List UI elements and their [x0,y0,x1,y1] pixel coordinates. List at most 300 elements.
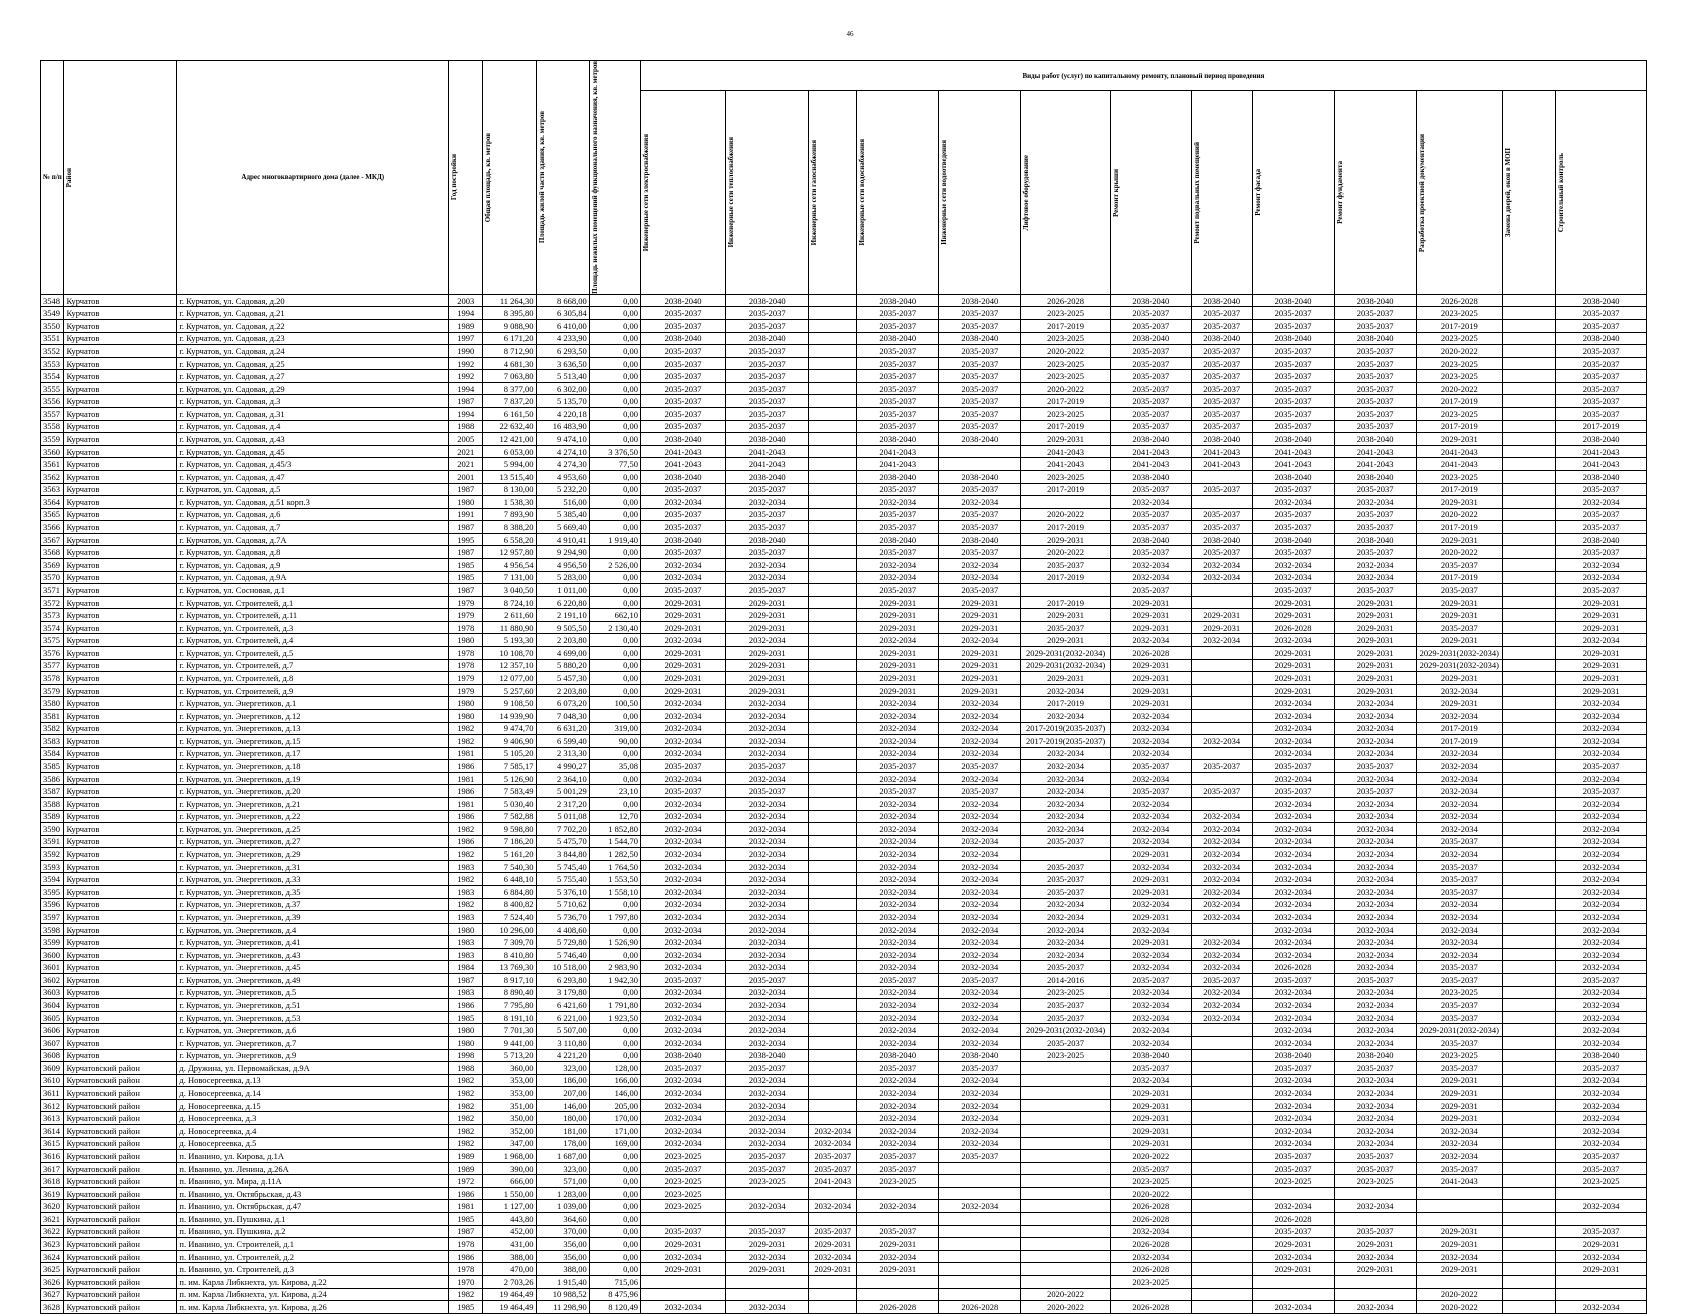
cell-work-4: 2038-2040 [939,294,1021,307]
cell-work-3: 2032-2034 [857,898,939,911]
cell-work-6: 2035-2037 [1110,408,1191,421]
cell-work-8: 2035-2037 [1252,408,1334,421]
cell-district: Курчатовский район [64,1062,177,1075]
cell-work-5: 2017-2019 [1021,420,1111,433]
cell-living-area: 4 274,10 [536,445,589,458]
cell-work-9: 2035-2037 [1334,974,1416,987]
table-row [41,848,1647,861]
cell-work-11 [1502,621,1555,634]
cell-work-6: 2029-2031 [1110,1137,1191,1150]
cell-nonres-area: 0,00 [589,672,640,685]
cell-work-4: 2035-2037 [939,357,1021,370]
table-row [41,1062,1647,1075]
table-row [41,357,1647,370]
cell-work-10: 2032-2034 [1416,785,1502,798]
cell-work-6: 2029-2031 [1110,684,1191,697]
cell-nonres-area: 0,00 [589,571,640,584]
cell-work-3: 2032-2034 [857,911,939,924]
cell-address: г. Курчатов, ул. Энергетиков, д.12 [177,709,449,722]
cell-work-7: 2035-2037 [1191,320,1252,333]
cell-work-1: 2035-2037 [726,382,809,395]
cell-year: 1985 [449,571,483,584]
cell-work-4: 2035-2037 [939,1062,1021,1075]
cell-work-4: 2032-2034 [939,1099,1021,1112]
cell-work-2: 2032-2034 [809,1137,857,1150]
cell-work-12: 2032-2034 [1556,823,1647,836]
cell-work-8: 2032-2034 [1252,1125,1334,1138]
cell-work-4: 2032-2034 [939,772,1021,785]
cell-living-area: 323,00 [536,1062,589,1075]
cell-work-11 [1502,785,1555,798]
table-row [41,1150,1647,1163]
cell-work-3: 2029-2031 [857,1238,939,1251]
table-row [41,1125,1647,1138]
cell-work-3: 2038-2040 [857,294,939,307]
cell-work-12: 2038-2040 [1556,533,1647,546]
cell-num: 3613 [41,1112,64,1125]
cell-work-4: 2032-2034 [939,848,1021,861]
cell-work-0: 2035-2037 [640,974,725,987]
cell-work-8: 2035-2037 [1252,345,1334,358]
cell-work-5 [1021,1213,1111,1226]
cell-total-area: 12 957,80 [483,546,536,559]
cell-work-5 [1021,1225,1111,1238]
cell-work-0: 2035-2037 [640,382,725,395]
table-row [41,697,1647,710]
cell-work-2 [809,886,857,899]
cell-work-2 [809,320,857,333]
cell-work-12: 2038-2040 [1556,433,1647,446]
cell-work-8: 2032-2034 [1252,848,1334,861]
cell-work-3: 2035-2037 [857,521,939,534]
cell-num: 3562 [41,470,64,483]
table-row [41,1074,1647,1087]
cell-work-5 [1021,1137,1111,1150]
cell-work-4 [939,458,1021,471]
table-row [41,1011,1647,1024]
cell-work-2 [809,873,857,886]
cell-work-12: 2035-2037 [1556,483,1647,496]
cell-work-12: 2035-2037 [1556,357,1647,370]
cell-work-4 [939,1213,1021,1226]
cell-nonres-area: 171,00 [589,1125,640,1138]
cell-work-9: 2032-2034 [1334,886,1416,899]
cell-total-area: 10 108,70 [483,647,536,660]
cell-work-11 [1502,332,1555,345]
cell-living-area: 6 073,20 [536,697,589,710]
cell-work-9: 2032-2034 [1334,747,1416,760]
cell-work-2 [809,697,857,710]
col-header-work-9: Ремонт фундамента [1334,91,1416,294]
cell-year: 1983 [449,886,483,899]
cell-work-5: 2035-2037 [1021,835,1111,848]
cell-work-8: 2029-2031 [1252,1263,1334,1276]
cell-num: 3559 [41,433,64,446]
cell-address: г. Курчатов, ул. Садовая, д.24 [177,345,449,358]
cell-work-5 [1021,1187,1111,1200]
cell-work-11 [1502,1162,1555,1175]
table-row [41,898,1647,911]
cell-num: 3572 [41,596,64,609]
cell-work-4: 2035-2037 [939,370,1021,383]
cell-work-0: 2035-2037 [640,357,725,370]
cell-work-0: 2023-2025 [640,1187,725,1200]
cell-living-area: 6 305,84 [536,307,589,320]
cell-total-area: 7 524,40 [483,911,536,924]
cell-work-10: 2032-2034 [1416,1137,1502,1150]
cell-work-4: 2029-2031 [939,609,1021,622]
cell-work-5: 2023-2025 [1021,332,1111,345]
cell-work-8: 2038-2040 [1252,470,1334,483]
cell-work-8: 2041-2043 [1252,458,1334,471]
cell-work-6: 2032-2034 [1110,923,1191,936]
cell-num: 3577 [41,659,64,672]
cell-work-6: 2032-2034 [1110,1225,1191,1238]
cell-total-area: 388,00 [483,1250,536,1263]
cell-work-12: 2032-2034 [1556,986,1647,999]
cell-work-8: 2032-2034 [1252,835,1334,848]
cell-work-3: 2038-2040 [857,533,939,546]
cell-num: 3575 [41,634,64,647]
cell-living-area: 5 011,08 [536,810,589,823]
cell-work-9: 2032-2034 [1334,1250,1416,1263]
cell-living-area: 3 179,80 [536,986,589,999]
cell-living-area: 5 745,40 [536,860,589,873]
cell-work-0: 2032-2034 [640,1087,725,1100]
cell-district: Курчатов [64,496,177,509]
cell-work-4: 2032-2034 [939,1112,1021,1125]
cell-work-11 [1502,1087,1555,1100]
cell-district: Курчатовский район [64,1175,177,1188]
cell-work-7 [1191,1263,1252,1276]
cell-year: 1985 [449,1213,483,1226]
cell-address: г. Курчатов, ул. Энергетиков, д.43 [177,948,449,961]
cell-work-7: 2038-2040 [1191,294,1252,307]
cell-district: Курчатов [64,823,177,836]
cell-address: г. Курчатов, ул. Энергетиков, д.33 [177,873,449,886]
cell-work-11 [1502,735,1555,748]
cell-work-11 [1502,294,1555,307]
cell-work-6: 2029-2031 [1110,609,1191,622]
cell-work-11 [1502,873,1555,886]
cell-work-3: 2032-2034 [857,1036,939,1049]
cell-work-7: 2032-2034 [1191,848,1252,861]
cell-district: Курчатов [64,999,177,1012]
cell-num: 3625 [41,1263,64,1276]
cell-num: 3618 [41,1175,64,1188]
cell-work-0: 2029-2031 [640,684,725,697]
cell-living-area: 1 039,00 [536,1200,589,1213]
cell-work-8: 2029-2031 [1252,684,1334,697]
cell-work-1: 2032-2034 [726,948,809,961]
cell-nonres-area: 0,00 [589,1238,640,1251]
cell-total-area: 3 040,50 [483,584,536,597]
cell-work-7: 2032-2034 [1191,735,1252,748]
cell-work-7: 2035-2037 [1191,370,1252,383]
cell-nonres-area: 0,00 [589,1250,640,1263]
cell-work-11 [1502,1150,1555,1163]
cell-address: г. Курчатов, ул. Садовая, д.20 [177,294,449,307]
cell-work-3: 2035-2037 [857,508,939,521]
cell-total-area: 352,00 [483,1125,536,1138]
cell-work-3: 2032-2034 [857,1125,939,1138]
cell-nonres-area: 0,00 [589,408,640,421]
cell-work-5: 2032-2034 [1021,823,1111,836]
cell-address: д. Новосергеевка, д.3 [177,1112,449,1125]
cell-work-0: 2035-2037 [640,508,725,521]
cell-work-11 [1502,986,1555,999]
cell-nonres-area: 0,00 [589,1200,640,1213]
cell-year: 1979 [449,672,483,685]
cell-work-9: 2032-2034 [1334,823,1416,836]
cell-work-9: 2032-2034 [1334,735,1416,748]
cell-nonres-area: 0,00 [589,546,640,559]
cell-work-3: 2029-2031 [857,609,939,622]
cell-work-3: 2035-2037 [857,420,939,433]
cell-num: 3601 [41,961,64,974]
cell-year: 1986 [449,999,483,1012]
cell-work-1: 2032-2034 [726,835,809,848]
cell-work-8: 2035-2037 [1252,584,1334,597]
cell-work-3: 2035-2037 [857,1062,939,1075]
cell-work-5 [1021,1112,1111,1125]
cell-living-area: 6 631,20 [536,722,589,735]
cell-work-2 [809,634,857,647]
cell-work-1: 2029-2031 [726,1238,809,1251]
cell-work-12: 2032-2034 [1556,848,1647,861]
cell-year: 1982 [449,1288,483,1301]
cell-year: 1983 [449,860,483,873]
cell-work-6: 2032-2034 [1110,810,1191,823]
cell-work-3: 2032-2034 [857,1074,939,1087]
cell-district: Курчатовский район [64,1200,177,1213]
cell-district: Курчатов [64,1036,177,1049]
cell-year: 1990 [449,345,483,358]
table-row [41,923,1647,936]
cell-num: 3619 [41,1187,64,1200]
cell-total-area: 9 406,90 [483,735,536,748]
cell-living-area: 4 953,60 [536,470,589,483]
cell-address: д. Новосергеевка, д.13 [177,1074,449,1087]
cell-work-4 [939,1263,1021,1276]
page-number: 46 [846,30,854,38]
cell-work-11 [1502,1250,1555,1263]
cell-work-0: 2032-2034 [640,823,725,836]
cell-work-4: 2032-2034 [939,1200,1021,1213]
cell-total-area: 7 131,00 [483,571,536,584]
cell-district: Курчатовский район [64,1112,177,1125]
cell-total-area: 9 108,50 [483,697,536,710]
cell-work-6: 2035-2037 [1110,584,1191,597]
cell-nonres-area: 0,00 [589,923,640,936]
cell-work-0: 2032-2034 [640,835,725,848]
table-row [41,458,1647,471]
table-row [41,584,1647,597]
cell-work-9: 2032-2034 [1334,1087,1416,1100]
cell-work-2 [809,1213,857,1226]
cell-work-1: 2032-2034 [726,697,809,710]
cell-work-1: 2029-2031 [726,621,809,634]
cell-work-8: 2032-2034 [1252,936,1334,949]
cell-living-area: 356,00 [536,1250,589,1263]
cell-work-1: 2032-2034 [726,911,809,924]
cell-work-2: 2032-2034 [809,1250,857,1263]
cell-work-5: 2029-2031(2032-2034) [1021,1024,1111,1037]
cell-work-8: 2029-2031 [1252,672,1334,685]
cell-year: 1980 [449,709,483,722]
cell-work-3: 2035-2037 [857,1162,939,1175]
cell-work-7 [1191,1225,1252,1238]
capital-repair-table [40,60,1647,1314]
cell-address: г. Курчатов, ул. Садовая, д.9 [177,558,449,571]
cell-work-7: 2032-2034 [1191,634,1252,647]
cell-work-6: 2029-2031 [1110,621,1191,634]
cell-num: 3622 [41,1225,64,1238]
cell-work-12: 2032-2034 [1556,1087,1647,1100]
cell-work-12: 2032-2034 [1556,898,1647,911]
cell-work-0: 2038-2040 [640,533,725,546]
cell-nonres-area: 166,00 [589,1074,640,1087]
cell-work-6: 2032-2034 [1110,835,1191,848]
cell-work-11 [1502,445,1555,458]
cell-work-2 [809,458,857,471]
cell-address: д. Дружина, ул. Первомайская, д.9А [177,1062,449,1075]
cell-work-2: 2035-2037 [809,1162,857,1175]
cell-year: 1991 [449,508,483,521]
cell-nonres-area: 0,00 [589,294,640,307]
cell-num: 3585 [41,760,64,773]
cell-work-5: 2020-2022 [1021,1288,1111,1301]
cell-work-0: 2038-2040 [640,332,725,345]
cell-nonres-area: 90,00 [589,735,640,748]
cell-work-5: 2032-2034 [1021,948,1111,961]
cell-address: г. Курчатов, ул. Садовая, д.25 [177,357,449,370]
cell-nonres-area: 205,00 [589,1099,640,1112]
cell-work-11 [1502,647,1555,660]
cell-total-area: 443,80 [483,1213,536,1226]
cell-district: Курчатов [64,370,177,383]
cell-work-7: 2035-2037 [1191,508,1252,521]
cell-year: 1987 [449,521,483,534]
cell-living-area: 8 668,00 [536,294,589,307]
cell-total-area: 470,00 [483,1263,536,1276]
cell-work-10: 2017-2019 [1416,483,1502,496]
cell-work-5: 2023-2025 [1021,986,1111,999]
cell-living-area: 6 220,80 [536,596,589,609]
cell-work-10: 2023-2025 [1416,332,1502,345]
cell-address: г. Курчатов, ул. Энергетиков, д.35 [177,886,449,899]
cell-address: п. Иванино, ул. Октябрьская, д.43 [177,1187,449,1200]
cell-work-11 [1502,609,1555,622]
cell-work-3: 2035-2037 [857,408,939,421]
cell-work-11 [1502,1062,1555,1075]
cell-work-12: 2032-2034 [1556,886,1647,899]
cell-work-5: 2017-2019 [1021,320,1111,333]
cell-work-8: 2032-2034 [1252,709,1334,722]
cell-work-7: 2032-2034 [1191,571,1252,584]
cell-work-2 [809,961,857,974]
cell-work-7 [1191,584,1252,597]
cell-work-7: 2032-2034 [1191,936,1252,949]
cell-work-4: 2029-2031 [939,672,1021,685]
cell-work-8: 2032-2034 [1252,722,1334,735]
cell-work-4: 2035-2037 [939,420,1021,433]
cell-address: г. Курчатов, ул. Садовая, д.43 [177,433,449,446]
cell-work-10 [1416,1275,1502,1288]
cell-work-9: 2032-2034 [1334,1301,1416,1314]
cell-work-0: 2038-2040 [640,433,725,446]
cell-work-3: 2035-2037 [857,483,939,496]
cell-nonres-area: 0,00 [589,596,640,609]
table-row [41,886,1647,899]
table-row [41,332,1647,345]
cell-work-2 [809,1187,857,1200]
cell-year: 1982 [449,1087,483,1100]
cell-work-4: 2032-2034 [939,722,1021,735]
cell-work-3: 2032-2034 [857,1099,939,1112]
cell-work-7 [1191,1301,1252,1314]
cell-work-12: 2017-2019 [1556,420,1647,433]
cell-address: п. Иванино, ул. Ленина, д.26А [177,1162,449,1175]
cell-work-1: 2032-2034 [726,1099,809,1112]
cell-work-5: 2032-2034 [1021,936,1111,949]
cell-work-1: 2032-2034 [726,1137,809,1150]
cell-year: 1982 [449,1125,483,1138]
cell-work-0: 2038-2040 [640,1049,725,1062]
cell-district: Курчатов [64,760,177,773]
cell-work-12: 2038-2040 [1556,294,1647,307]
cell-work-10: 2017-2019 [1416,320,1502,333]
cell-num: 3605 [41,1011,64,1024]
cell-living-area: 5 475,70 [536,835,589,848]
cell-work-2 [809,294,857,307]
cell-work-11 [1502,898,1555,911]
cell-address: г. Курчатов, ул. Энергетиков, д.20 [177,785,449,798]
cell-living-area: 1 283,00 [536,1187,589,1200]
table-row [41,659,1647,672]
cell-work-4: 2032-2034 [939,496,1021,509]
cell-year: 1980 [449,496,483,509]
cell-work-8: 2032-2034 [1252,1301,1334,1314]
table-row [41,974,1647,987]
cell-total-area: 350,00 [483,1112,536,1125]
table-row [41,508,1647,521]
cell-work-4: 2032-2034 [939,1087,1021,1100]
cell-address: г. Курчатов, ул. Энергетиков, д.1 [177,697,449,710]
cell-living-area: 388,00 [536,1263,589,1276]
cell-work-6: 2032-2034 [1110,634,1191,647]
cell-nonres-area: 146,00 [589,1087,640,1100]
cell-work-3: 2032-2034 [857,848,939,861]
cell-work-8: 2038-2040 [1252,294,1334,307]
cell-work-11 [1502,584,1555,597]
cell-work-6: 2032-2034 [1110,1250,1191,1263]
cell-work-5: 2041-2043 [1021,458,1111,471]
cell-work-7 [1191,1137,1252,1150]
cell-work-2 [809,810,857,823]
cell-work-6: 2038-2040 [1110,294,1191,307]
cell-work-8: 2032-2034 [1252,1099,1334,1112]
cell-num: 3616 [41,1150,64,1163]
cell-work-7: 2038-2040 [1191,533,1252,546]
cell-work-11 [1502,370,1555,383]
cell-work-0: 2032-2034 [640,697,725,710]
cell-year: 1981 [449,1200,483,1213]
cell-district: Курчатов [64,873,177,886]
cell-work-2 [809,621,857,634]
cell-work-10: 2032-2034 [1416,709,1502,722]
cell-work-6: 2029-2031 [1110,596,1191,609]
